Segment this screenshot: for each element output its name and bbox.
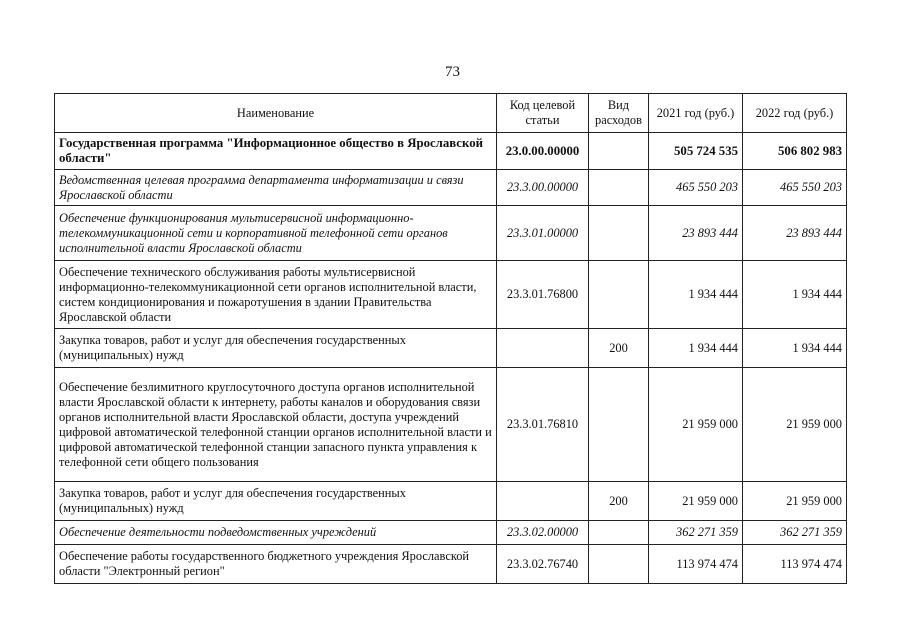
table-row: [55, 206, 847, 261]
row-name: Закупка товаров, работ и услуг для обеспечения государственных (муниципальных) нужд: [55, 482, 497, 521]
row-2021: 21 959 000: [649, 368, 743, 482]
page-number: 73: [445, 64, 460, 80]
row-2021: 362 271 359: [649, 521, 743, 545]
header-type: Вид расходов: [589, 94, 649, 133]
row-name: Государственная программа "Информационное общество в Ярославской области": [55, 133, 497, 170]
row-name: Обеспечение технического обслуживания работы мультисервисной информационно-телекоммуникационной сети органов исполнительной власти, систем кондиционирования и пожаротушения в здании Правительства Ярославской области: [55, 261, 497, 329]
row-name: Обеспечение функционирования мультисервисной информационно-телекоммуникационной сети и корпоративной телефонной сети органов исполнительной власти Ярославской области: [55, 206, 497, 261]
header-2021: 2021 год (руб.): [649, 94, 743, 133]
table-row: [55, 368, 847, 482]
row-type: [589, 521, 649, 545]
table-row: [55, 170, 847, 206]
table-row: [55, 482, 847, 521]
row-2021: 1 934 444: [649, 261, 743, 329]
header-2022: 2022 год (руб.): [743, 94, 847, 133]
row-type: [589, 133, 649, 170]
table-row: [55, 545, 847, 584]
row-2021: 21 959 000: [649, 482, 743, 521]
row-2021: 113 974 474: [649, 545, 743, 584]
row-2021: 465 550 203: [649, 170, 743, 206]
row-type: [589, 261, 649, 329]
row-2022: 23 893 444: [743, 206, 847, 261]
row-type: 200: [589, 329, 649, 368]
row-type: [589, 368, 649, 482]
row-code: [497, 329, 589, 368]
row-type: [589, 545, 649, 584]
row-2021: 1 934 444: [649, 329, 743, 368]
row-code: 23.3.00.00000: [497, 170, 589, 206]
row-code: 23.3.01.00000: [497, 206, 589, 261]
row-name: Закупка товаров, работ и услуг для обеспечения государственных (муниципальных) нужд: [55, 329, 497, 368]
row-2022: 506 802 983: [743, 133, 847, 170]
row-type: [589, 206, 649, 261]
budget-table: [54, 93, 847, 584]
table-row: [55, 133, 847, 170]
row-name: Обеспечение работы государственного бюджетного учреждения Ярославской области "Электронный регион": [55, 545, 497, 584]
table-row: [55, 261, 847, 329]
row-code: [497, 482, 589, 521]
row-code: 23.3.02.00000: [497, 521, 589, 545]
row-code: 23.3.01.76800: [497, 261, 589, 329]
row-2022: 362 271 359: [743, 521, 847, 545]
table-row: [55, 329, 847, 368]
row-code: 23.3.02.76740: [497, 545, 589, 584]
row-2021: 23 893 444: [649, 206, 743, 261]
row-2021: 505 724 535: [649, 133, 743, 170]
row-2022: 465 550 203: [743, 170, 847, 206]
row-2022: 1 934 444: [743, 329, 847, 368]
row-type: [589, 170, 649, 206]
row-name: Ведомственная целевая программа департамента информатизации и связи Ярославской области: [55, 170, 497, 206]
row-2022: 21 959 000: [743, 482, 847, 521]
header-code: Код целевой статьи: [497, 94, 589, 133]
row-code: 23.0.00.00000: [497, 133, 589, 170]
row-2022: 1 934 444: [743, 261, 847, 329]
table-row: [55, 521, 847, 545]
header-name: Наименование: [55, 94, 497, 133]
row-name: Обеспечение деятельности подведомственных учреждений: [55, 521, 497, 545]
row-code: 23.3.01.76810: [497, 368, 589, 482]
row-type: 200: [589, 482, 649, 521]
row-2022: 113 974 474: [743, 545, 847, 584]
row-name: Обеспечение безлимитного круглосуточного доступа органов исполнительной власти Ярославской области к интернету, работы каналов и оборудования связи органов исполнительной власти Ярославской области, доступа учреждений цифровой автоматической телефонной станции органов исполнительной власти и цифровой автоматической телефонной станции запасного пункта управления к телефонной сети общего пользования: [55, 368, 497, 482]
table-header-row: [55, 94, 847, 133]
row-2022: 21 959 000: [743, 368, 847, 482]
